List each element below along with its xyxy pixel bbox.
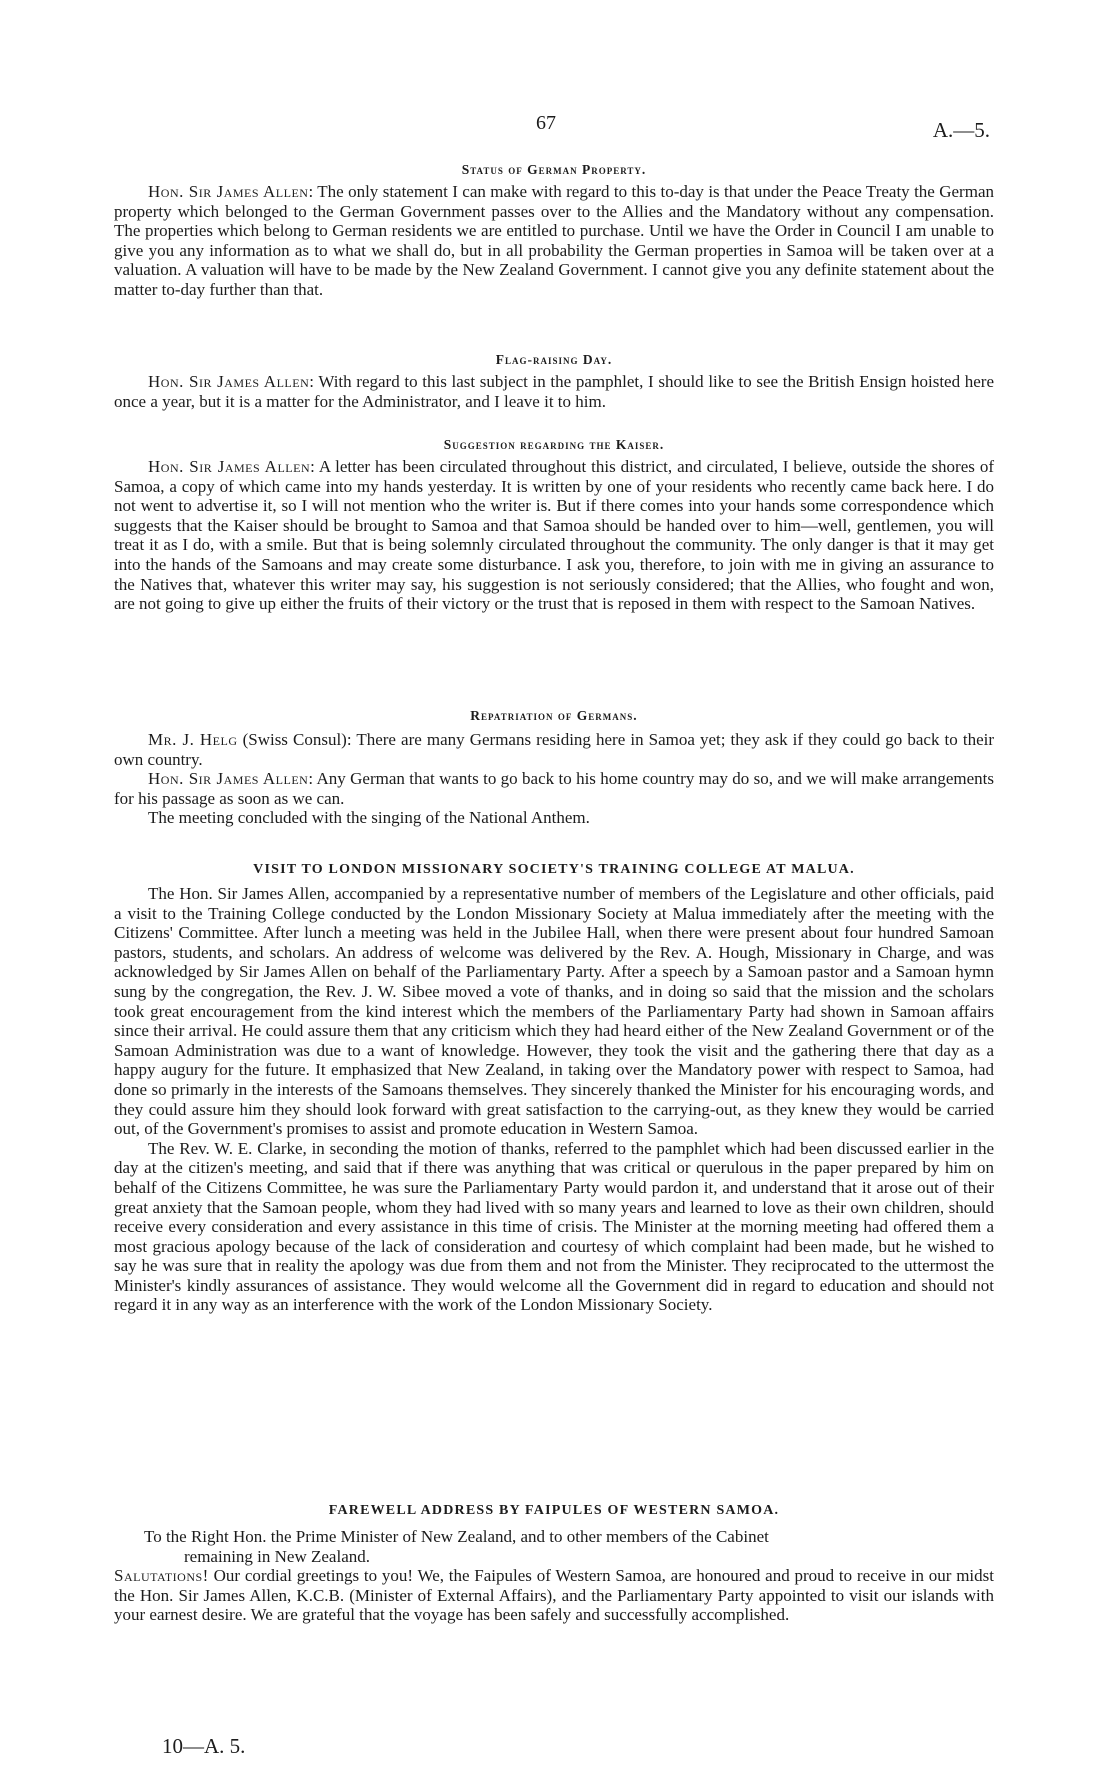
- section-heading: FAREWELL ADDRESS BY FAIPULES OF WESTERN SAMOA.: [328, 1503, 780, 1518]
- page-number: 67: [536, 112, 556, 134]
- section-malua-visit: [114, 862, 994, 1315]
- paragraph: [114, 1566, 994, 1625]
- speaker: Mr. J. Helg: [148, 730, 238, 749]
- paragraph: [114, 808, 994, 828]
- addressee-line: To the Right Hon. the Prime Minister of New Zealand, and to other members of the Cabinet: [144, 1527, 769, 1546]
- section-kaiser: [114, 437, 994, 614]
- paragraph-text: (Swiss Consul): There are many Germans residing here in Samoa yet; they ask if they could go back to their own country.: [114, 730, 994, 769]
- speaker: Hon. Sir James Allen: [148, 769, 309, 789]
- section-heading: Repatriation of Germans.: [470, 708, 638, 723]
- paragraph: [114, 372, 994, 411]
- paragraph-text: : The only statement I can make with regard to this to-day is that under the Peace Treaty the German property which belonged to the German Government passes over to the Allies and the Mandatory without any compensation. The properties which belong to German residents we are entitled to purchase. Until we have the Order in Council I am unable to give you any information as to what we shall do, but in all probability the German properties in Samoa will be taken over at a valuation. A valuation will have to be made by the New Zealand Government. I cannot give you any definite statement about the matter to-day further than that.: [114, 182, 994, 299]
- section-repatriation: [114, 708, 994, 828]
- paragraph-text: The meeting concluded with the singing of the National Anthem.: [148, 808, 590, 828]
- paragraph-text: : A letter has been circulated throughout this district, and circulated, I believe, outside the shores of Samoa, a copy of which came into my hands yesterday. It is written by one of your residents who recently came back here. I do not went to advertise it, so I will not mention who the writer is. But if there comes into your hands some correspondence which suggests that the Kaiser should be brought to Samoa and that Samoa should be handed over to him—well, gentlemen, you will treat it as I do, with a smile. But that is being solemnly circulated throughout the community. The only danger is that it may get into the hands of the Samoans and may create some disturbance. I ask you, therefore, to join with me in giving an assurance to the Natives that, whatever this writer may say, his suggestion is not seriously considered; that the Allies, who fought and won, are not going to give up either the fruits of their victory or the trust that is reposed in them with respect to the Samoan Natives.: [114, 457, 994, 614]
- paragraph: [114, 884, 994, 1139]
- section-farewell-address: [114, 1503, 994, 1625]
- section-german-property: [114, 162, 994, 300]
- paragraph-text: : Any German that wants to go back to his home country may do so, and we will make arrangements for his passage as soon as we can.: [114, 769, 995, 808]
- speaker: Hon. Sir James Allen: [148, 372, 310, 391]
- paragraph: [114, 1139, 994, 1315]
- speaker: Hon. Sir James Allen: [148, 182, 309, 201]
- paragraph-text: Our cordial greetings to you! We, the Faipules of Western Samoa, are honoured and proud to receive in our midst the Hon. Sir James Allen, K.C.B. (Minister of External Affairs), and the Parliamentary Party appointed to visit our islands with your earnest desire. We are grateful that the voyage has been safely and successfully accomplished.: [114, 1566, 994, 1625]
- speaker: Salutations!: [114, 1566, 209, 1586]
- paragraph: [114, 457, 994, 614]
- printer-signature: 10—A. 5.: [162, 1734, 246, 1758]
- paragraph-text: The Hon. Sir James Allen, accompanied by a representative number of members of the Legislature and other officials, paid a visit to the Training College conducted by the London Missionary Society at Malua immediately after the meeting with the Citizens' Committee. After lunch a meeting was held in the Jubilee Hall, when there were present about four hundred Samoan pastors, students, and scholars. An address of welcome was delivered by the Rev. A. Hough, Missionary in Charge, and was acknowledged by Sir James Allen on behalf of the Parliamentary Party. After a speech by a Samoan pastor and a Samoan hymn sung by the congregation, the Rev. J. W. Sibee moved a vote of thanks, and in doing so said that the mission and the scholars took great encouragement from the kind interest which the members of the Parliamentary Party had shown in Samoan affairs since their arrival. He could assure them that any criticism which they had heard either of the New Zealand Government or of the Samoan Administration was due to a want of knowledge. However, they took the visit and the gathering there that day as a happy augury for the future. It emphasized that New Zealand, in taking over the Mandatory power with respect to Samoa, had done so primarly in the interests of the Samoans themselves. They sincerely thanked the Minister for his encouraging words, and they could assure him they should look forward with great satisfaction to the carrying-out, as they knew they would be carried out, of the Government's promises to assist and promote education in Western Samoa.: [114, 884, 994, 1139]
- section-heading: Flag-raising Day.: [495, 352, 613, 367]
- paragraph: [114, 769, 994, 808]
- speaker: Hon. Sir James Allen: [148, 457, 311, 476]
- paragraph-text: The Rev. W. E. Clarke, in seconding the motion of thanks, referred to the pamphlet which had been discussed earlier in the day at the citizen's meeting, and said that if there was anything that was critical or querulous in the paper prepared by him on behalf of the Citizens Committee, he was sure the Parliamentary Party would pardon it, and understand that it arose out of their great anxiety that the Samoan people, whom they had lived with so many years and learned to love as their own children, should receive every consideration and every assistance in this time of crisis. The Minister at the morning meeting had offered them a most gracious apology because of the lack of consideration and courtesy of which complaint had been made, but he wished to say he was sure that in reality the apology was due from them and not from the Minister. They reciprocated to the uttermost the Minister's kindly assurances of assistance. They would welcome all the Government did in regard to education and should not regard it in any way as an interference with the work of the London Missionary Society.: [114, 1138, 994, 1315]
- addressee-line: remaining in New Zealand.: [184, 1546, 370, 1566]
- section-flag-raising: [114, 352, 994, 411]
- paragraph-text: : With regard to this last subject in the pamphlet, I should like to see the British Ensign hoisted here once a year, but it is a matter for the Administrator, and I leave it to him.: [114, 372, 995, 411]
- section-heading: Status of German Property.: [461, 162, 647, 177]
- addressee: [114, 1527, 994, 1566]
- paragraph: [114, 730, 994, 769]
- paragraph: [114, 182, 994, 300]
- section-heading: VISIT TO LONDON MISSIONARY SOCIETY'S TRAINING COLLEGE AT MALUA.: [253, 862, 855, 877]
- section-heading: Suggestion regarding the Kaiser.: [443, 437, 665, 452]
- document-reference: A.—5.: [932, 118, 990, 142]
